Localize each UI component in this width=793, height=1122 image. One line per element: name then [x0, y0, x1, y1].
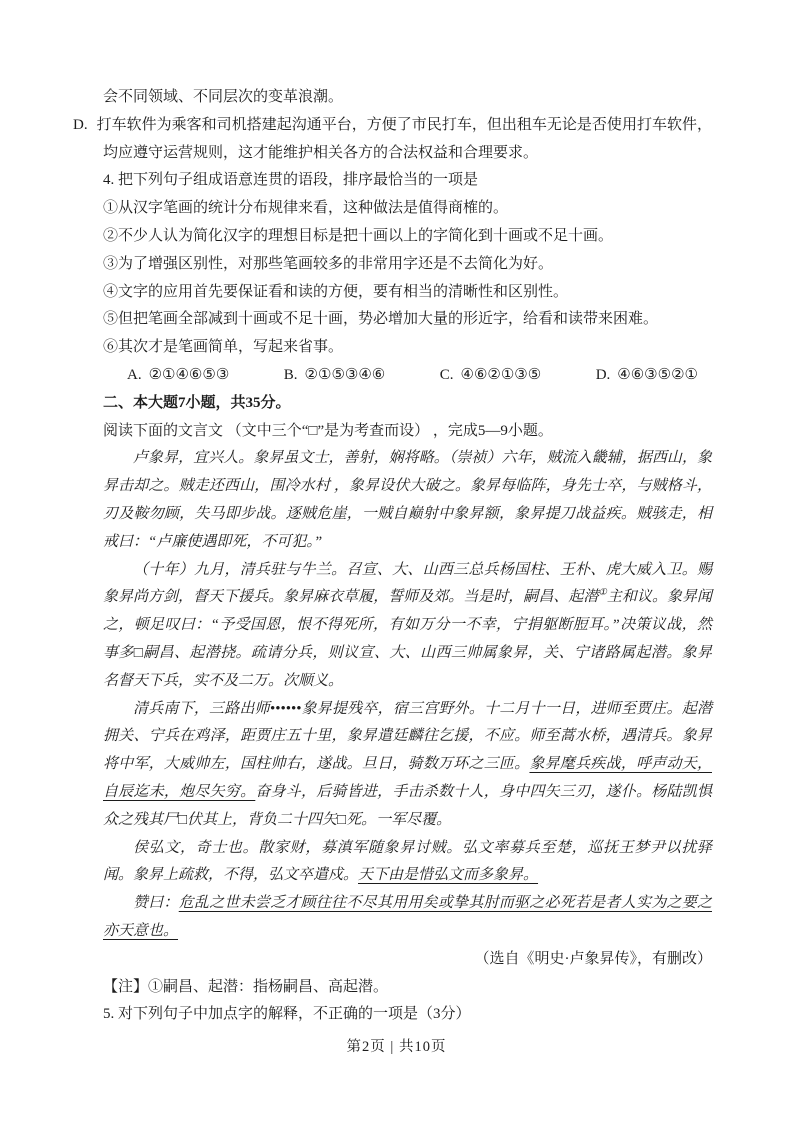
footnote-line: 【注】①嗣昌、起潜：指杨嗣昌、高起潜。	[103, 978, 389, 995]
footnote-marker-1: ①	[598, 588, 607, 599]
q4-options-row	[103, 362, 712, 390]
q4-sentence-4: ④文字的应用首先要保证看和读的方便，要有相当的清晰性和区别性。	[103, 283, 569, 300]
underlined-segment-2: 天下由是惜弘文而多象昇。	[358, 867, 539, 884]
passage-paragraph-4: 侯弘文，奇士也。散家财，募滇军随象昇讨贼。弘文率募兵至楚，巡抚王梦尹以扰驿闻。象昇上疏救，不得，弘文卒遣戍。天下由是惜弘文而多象昇。	[103, 839, 712, 884]
passage-paragraph-5: 赞曰：危乱之世未尝乏才顾往往不尽其用用矣或挚其肘而驱之必死若是者人实为之要之亦天意也。	[103, 895, 712, 939]
q4-option-d: D. ④⑥③⑤②①	[595, 366, 698, 383]
underlined-segment-1: 象昇麾兵疾战，呼声动天，自辰迄未，炮尽矢穷。	[103, 756, 712, 800]
passage-intro: 阅读下面的文言文 （文中三个“□”是为考查而设） ，完成5—9小题。	[103, 422, 553, 439]
q4-sentence-5: ⑤但把笔画全部减到十画或不足十画，势必增加大量的形近字，给看和读带来困难。	[103, 311, 659, 328]
carryover-line: 会不同领域、不同层次的变革浪潮。	[103, 89, 344, 105]
passage-paragraph-2: （十年）九月，清兵驻与牛兰。召宣、大、山西三总兵杨国柱、王朴、虎大威入卫。赐象昇尚方剑，督天下援兵。象昇麻衣草履，誓师及郊。当是时，嗣昌、起潜①主和议。象昇闻之，顿足叹曰：“予受国恩，恨不得死所，有如万分一不幸，宁捐躯断脰耳。”决策议战，然事多□嗣昌、起潜挠。疏请分兵，则议宣、大、山西三帅属象昇，关、宁诸路属起潜。象昇名督天下兵，实不及二万。次顺义。	[103, 561, 712, 689]
q4-option-b: B. ②①⑤③④⑥	[283, 366, 386, 383]
page-content	[73, 84, 712, 1029]
q4-option-c: C. ④⑥②①③⑤	[439, 366, 542, 383]
q4-sentence-6: ⑥其次才是笔画简单，写起来省事。	[103, 339, 344, 356]
question-5-stem: 5. 对下列句子中加点字的解释，不正确的一项是（3分）	[103, 1006, 471, 1023]
q4-sentence-3: ③为了增强区别性，对那些笔画较多的非常用字还是不去简化为好。	[103, 255, 554, 272]
option-d	[73, 112, 712, 168]
question-4-stem: 4. 把下列句子组成语意连贯的语段，排序最恰当的一项是	[103, 172, 479, 189]
passage-source: （选自《明史·卢象昇传》，有删改）	[474, 950, 712, 967]
page-number-footer: 第2页 | 共10页	[346, 1039, 447, 1055]
option-d-label: D.	[73, 116, 88, 133]
q4-sentence-1: ①从汉字笔画的统计分布规律来看，这种做法是值得商榷的。	[103, 200, 509, 217]
passage-paragraph-3: 清兵南下，三路出师••••••象昇提残卒，宿三宫野外。十二月十一日，进师至贾庄。起潜拥关、宁兵在鸡泽，距贾庄五十里，象昇遣廷麟往乞援，不应。师至蒿水桥，遇清兵。象昇将中军，大威帅左，国柱帅右，遂战。旦日，骑数万环之三匝。象昇麾兵疾战，呼声动天，自辰迄未，炮尽矢穷。奋身斗，后骑皆进，手击杀数十人，身中四矢三刃，遂仆。杨陆凯惧众之残其尸□伏其上，背负二十四矢□死。一军尽覆。	[103, 700, 712, 828]
q4-option-a: A. ②①④⑥⑤③	[127, 366, 230, 383]
q4-sentence-2: ②不少人认为简化汉字的理想目标是把十画以上的字简化到十画或不足十画。	[103, 227, 614, 244]
section-2-heading: 二、本大题7小题，共35分。	[103, 394, 291, 411]
option-d-text: 打车软件为乘客和司机搭建起沟通平台，方便了市民打车，但出租车无论是否使用打车软件，均应遵守运营规则，这才能维护相关各方的合法权益和合理要求。	[96, 116, 712, 161]
passage-paragraph-1: 卢象昇，宜兴人。象昇虽文士，善射，娴将略。（崇祯）六年，贼流入畿辅，据西山，象昇击却之。贼走还西山，围冷水村 ，象昇设伏大破之。象昇每临阵，身先士卒，与贼格斗，刃及鞍勿顾，失马即步战。逐贼危崖，一贼自巅射中象昇额，象昇提刀战益疾。贼骇走，相戒曰：“卢廉使遇即死，不可犯。”	[103, 450, 712, 550]
underlined-segment-3: 危乱之世未尝乏才顾往往不尽其用用矣或挚其肘而驱之必死若是者人实为之要之亦天意也。	[103, 895, 712, 939]
